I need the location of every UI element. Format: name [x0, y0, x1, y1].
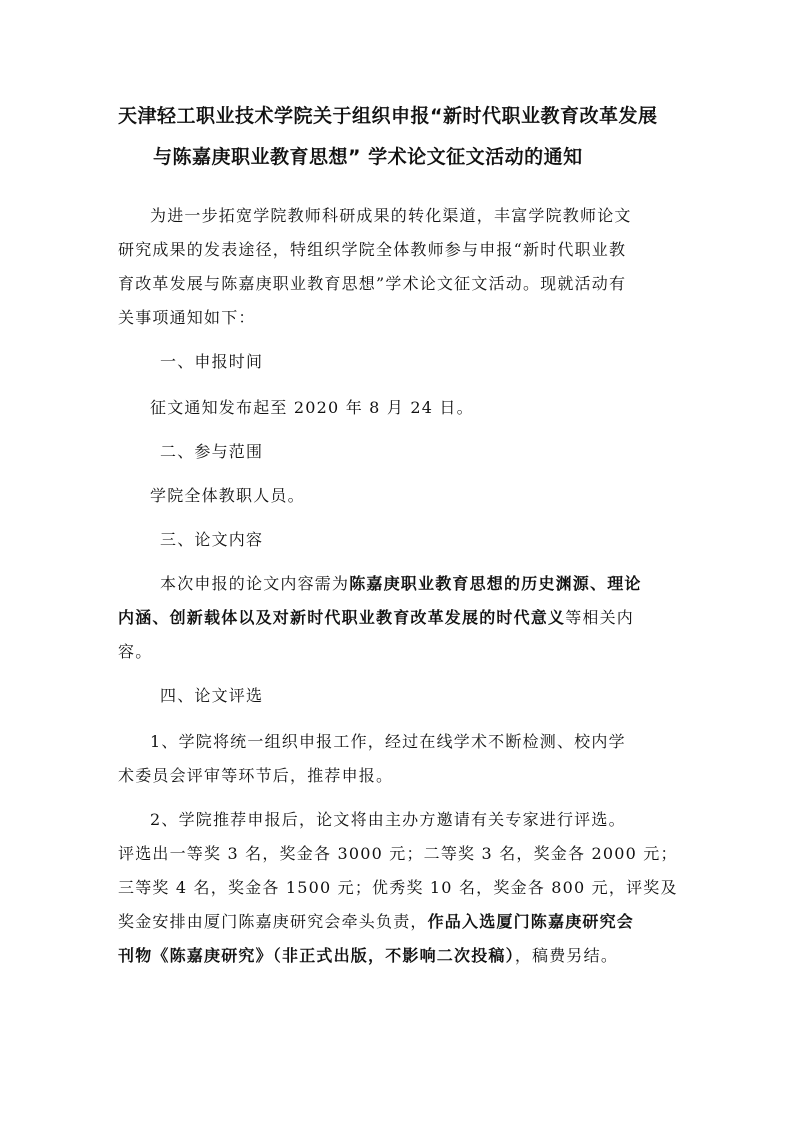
section-3-line-2-post: 等相关内 — [565, 608, 635, 627]
intro-line-3: 育改革发展与陈嘉庚职业教育思想”学术论文征文活动。现就活动有 — [118, 274, 627, 293]
section-4-item-2-line-2: 评选出一等奖 3 名，奖金各 3000 元；二等奖 3 名，奖金各 2000 元； — [118, 844, 678, 863]
section-3-heading: 三、论文内容 — [160, 530, 264, 549]
document-title-line-2: 与陈嘉庚职业教育思想” 学术论文征文活动的通知 — [153, 146, 583, 168]
section-4-item-2-line-1: 2、学院推荐申报后，论文将由主办方邀请有关专家进行评选。 — [150, 810, 626, 829]
section-4-item-1-line-1: 1、学院将统一组织申报工作，经过在线学术不断检测、校内学 — [150, 732, 626, 751]
section-4-item-2-line-5 — [118, 944, 618, 968]
document-title-line-1: 天津轻工职业技术学院关于组织申报“新时代职业教育改革发展 — [118, 105, 658, 127]
intro-line-2: 研究成果的发表途径，特组织学院全体教师参与申报“新时代职业教 — [118, 240, 627, 259]
section-4-item-2-line-4-bold: 作品入选厦门陈嘉庚研究会 — [427, 912, 635, 931]
intro-line-4: 关事项通知如下： — [118, 308, 256, 327]
section-3-line-2-bold: 内涵、创新载体以及对新时代职业教育改革发展的时代意义 — [118, 608, 566, 627]
section-4-item-2-line-5-bold: 刊物《陈嘉庚研究》（非正式出版，不影响二次投稿） — [118, 946, 515, 965]
section-2-text: 学院全体教职人员。 — [150, 486, 305, 505]
section-3-line-2 — [118, 606, 634, 630]
section-4-item-2-line-4 — [118, 910, 634, 934]
section-3-line-1-pre: 本次申报的论文内容需为 — [160, 574, 350, 593]
section-4-item-2-line-3: 三等奖 4 名，奖金各 1500 元；优秀奖 10 名，奖金各 800 元，评奖及 — [118, 878, 678, 897]
section-4-item-2-line-5-post: ，稿费另结。 — [514, 946, 619, 965]
section-4-item-2-line-4-pre: 奖金安排由厦门陈嘉庚研究会牵头负责， — [118, 912, 428, 931]
section-3-line-3: 容。 — [118, 642, 153, 661]
section-3-line-1-bold: 陈嘉庚职业教育思想的历史渊源、理论 — [349, 574, 642, 593]
section-1-heading: 一、申报时间 — [160, 352, 264, 371]
section-3-line-1 — [160, 572, 642, 596]
intro-line-1: 为进一步拓宽学院教师科研成果的转化渠道，丰富学院教师论文 — [150, 206, 632, 225]
section-4-heading: 四、论文评选 — [160, 686, 264, 705]
section-1-text: 征文通知发布起至 2020 年 8 月 24 日。 — [150, 398, 474, 417]
section-4-item-1-line-2: 术委员会评审等环节后，推荐申报。 — [118, 766, 394, 785]
section-2-heading: 二、参与范围 — [160, 442, 264, 461]
